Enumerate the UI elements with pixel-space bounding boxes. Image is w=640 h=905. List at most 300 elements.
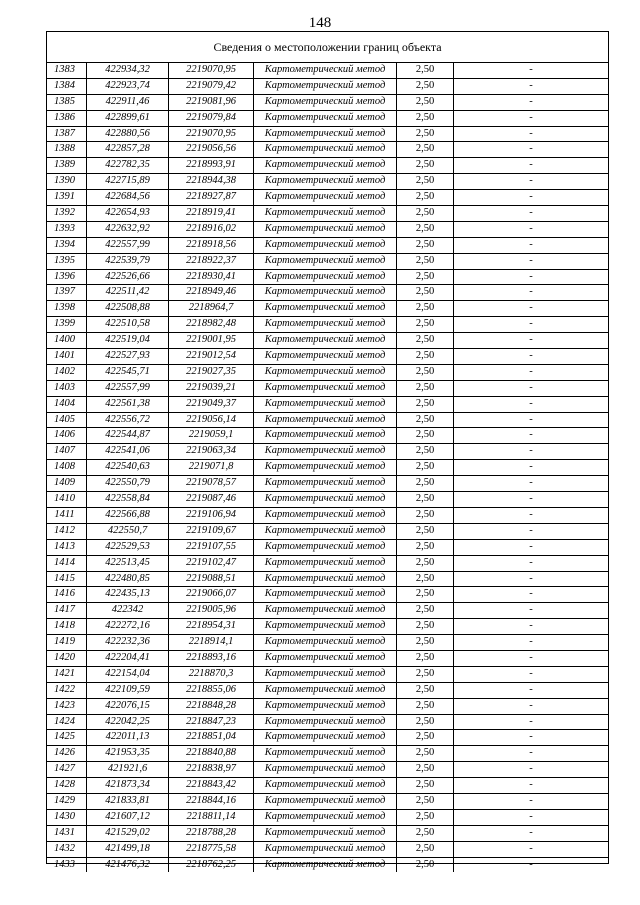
description-cell: - (453, 778, 608, 793)
method-cell: Картометрический метод (253, 413, 396, 428)
accuracy-cell: 2,50 (396, 619, 453, 634)
x-coordinate-cell: 422519,04 (86, 333, 168, 348)
accuracy-cell: 2,50 (396, 667, 453, 682)
method-cell: Картометрический метод (253, 524, 396, 539)
description-cell: - (453, 683, 608, 698)
table-row (47, 300, 608, 316)
table-row (47, 396, 608, 412)
accuracy-cell: 2,50 (396, 746, 453, 761)
description-cell: - (453, 190, 608, 205)
method-cell: Картометрический метод (253, 270, 396, 285)
description-cell: - (453, 540, 608, 555)
y-coordinate-cell: 2218762,25 (168, 858, 253, 873)
point-number-cell: 1429 (54, 794, 75, 806)
accuracy-cell: 2,50 (396, 127, 453, 142)
point-number-cell: 1391 (54, 191, 75, 203)
x-coordinate-cell: 422545,71 (86, 365, 168, 380)
accuracy-cell: 2,50 (396, 95, 453, 110)
point-number-cell: 1399 (54, 318, 75, 330)
method-cell: Картометрический метод (253, 715, 396, 730)
accuracy-cell: 2,50 (396, 206, 453, 221)
y-coordinate-cell: 2218847,23 (168, 715, 253, 730)
y-coordinate-cell: 2218949,46 (168, 285, 253, 300)
method-cell: Картометрический метод (253, 79, 396, 94)
table-row (47, 857, 608, 873)
x-coordinate-cell: 422513,45 (86, 556, 168, 571)
y-coordinate-cell: 2218840,88 (168, 746, 253, 761)
accuracy-cell: 2,50 (396, 63, 453, 78)
accuracy-cell: 2,50 (396, 301, 453, 316)
x-coordinate-cell: 422511,42 (86, 285, 168, 300)
table-row (47, 126, 608, 142)
method-cell: Картометрический метод (253, 572, 396, 587)
method-cell: Картометрический метод (253, 285, 396, 300)
point-number-cell: 1432 (54, 842, 75, 854)
y-coordinate-cell: 2219078,57 (168, 476, 253, 491)
y-coordinate-cell: 2218927,87 (168, 190, 253, 205)
accuracy-cell: 2,50 (396, 381, 453, 396)
table-row (47, 634, 608, 650)
point-number-cell: 1397 (54, 286, 75, 298)
accuracy-cell: 2,50 (396, 397, 453, 412)
y-coordinate-cell: 2218982,48 (168, 317, 253, 332)
table-row (47, 761, 608, 777)
x-coordinate-cell: 422508,88 (86, 301, 168, 316)
description-cell: - (453, 285, 608, 300)
accuracy-cell: 2,50 (396, 524, 453, 539)
y-coordinate-cell: 2218843,42 (168, 778, 253, 793)
accuracy-cell: 2,50 (396, 317, 453, 332)
description-cell: - (453, 667, 608, 682)
accuracy-cell: 2,50 (396, 270, 453, 285)
point-number-cell: 1413 (54, 540, 75, 552)
y-coordinate-cell: 2219005,96 (168, 603, 253, 618)
description-cell: - (453, 301, 608, 316)
x-coordinate-cell: 422561,38 (86, 397, 168, 412)
table-row (47, 666, 608, 682)
description-cell: - (453, 476, 608, 491)
description-cell: - (453, 508, 608, 523)
accuracy-cell: 2,50 (396, 476, 453, 491)
x-coordinate-cell: 422042,25 (86, 715, 168, 730)
table-row (47, 237, 608, 253)
x-coordinate-cell: 422899,61 (86, 111, 168, 126)
description-cell: - (453, 381, 608, 396)
y-coordinate-cell: 2219106,94 (168, 508, 253, 523)
point-number-cell: 1411 (54, 508, 75, 520)
accuracy-cell: 2,50 (396, 715, 453, 730)
table-row (47, 475, 608, 491)
description-cell: - (453, 858, 608, 873)
x-coordinate-cell: 421921,6 (86, 762, 168, 777)
y-coordinate-cell: 2219039,21 (168, 381, 253, 396)
point-number-cell: 1384 (54, 79, 75, 91)
point-number-cell: 1425 (54, 731, 75, 743)
table-row (47, 571, 608, 587)
x-coordinate-cell: 422557,99 (86, 238, 168, 253)
y-coordinate-cell: 2219059,1 (168, 428, 253, 443)
method-cell: Картометрический метод (253, 794, 396, 809)
description-cell: - (453, 174, 608, 189)
point-number-cell: 1431 (54, 826, 75, 838)
x-coordinate-cell: 422109,59 (86, 683, 168, 698)
point-number-cell: 1418 (54, 620, 75, 632)
point-number-cell: 1385 (54, 95, 75, 107)
description-cell: - (453, 826, 608, 841)
y-coordinate-cell: 2219001,95 (168, 333, 253, 348)
point-number-cell: 1430 (54, 810, 75, 822)
description-cell: - (453, 524, 608, 539)
accuracy-cell: 2,50 (396, 603, 453, 618)
method-cell: Картометрический метод (253, 111, 396, 126)
accuracy-cell: 2,50 (396, 413, 453, 428)
table-row (47, 173, 608, 189)
point-number-cell: 1424 (54, 715, 75, 727)
x-coordinate-cell: 422480,85 (86, 572, 168, 587)
x-coordinate-cell: 422911,46 (86, 95, 168, 110)
y-coordinate-cell: 2219107,55 (168, 540, 253, 555)
point-number-cell: 1390 (54, 175, 75, 187)
x-coordinate-cell: 422880,56 (86, 127, 168, 142)
x-coordinate-cell: 421476,32 (86, 858, 168, 873)
accuracy-cell: 2,50 (396, 762, 453, 777)
method-cell: Картометрический метод (253, 587, 396, 602)
description-cell: - (453, 397, 608, 412)
point-number-cell: 1417 (54, 604, 75, 616)
accuracy-cell: 2,50 (396, 699, 453, 714)
y-coordinate-cell: 2218788,28 (168, 826, 253, 841)
point-number-cell: 1392 (54, 207, 75, 219)
accuracy-cell: 2,50 (396, 826, 453, 841)
accuracy-cell: 2,50 (396, 428, 453, 443)
description-cell: - (453, 95, 608, 110)
accuracy-cell: 2,50 (396, 142, 453, 157)
description-cell: - (453, 746, 608, 761)
y-coordinate-cell: 2218919,41 (168, 206, 253, 221)
description-cell: - (453, 492, 608, 507)
accuracy-cell: 2,50 (396, 810, 453, 825)
y-coordinate-cell: 2218848,28 (168, 699, 253, 714)
method-cell: Картометрический метод (253, 158, 396, 173)
description-cell: - (453, 365, 608, 380)
point-number-cell: 1405 (54, 413, 75, 425)
accuracy-cell: 2,50 (396, 572, 453, 587)
table-row (47, 189, 608, 205)
description-cell: - (453, 63, 608, 78)
y-coordinate-cell: 2218954,31 (168, 619, 253, 634)
description-cell: - (453, 603, 608, 618)
x-coordinate-cell: 422154,04 (86, 667, 168, 682)
y-coordinate-cell: 2218916,02 (168, 222, 253, 237)
method-cell: Картометрический метод (253, 492, 396, 507)
x-coordinate-cell: 422011,13 (86, 730, 168, 745)
table-row (47, 110, 608, 126)
y-coordinate-cell: 2219049,37 (168, 397, 253, 412)
table-row (47, 809, 608, 825)
method-cell: Картометрический метод (253, 381, 396, 396)
table-row (47, 729, 608, 745)
table-row (47, 714, 608, 730)
y-coordinate-cell: 2218855,06 (168, 683, 253, 698)
y-coordinate-cell: 2219056,56 (168, 142, 253, 157)
accuracy-cell: 2,50 (396, 460, 453, 475)
accuracy-cell: 2,50 (396, 254, 453, 269)
description-cell: - (453, 810, 608, 825)
x-coordinate-cell: 422232,36 (86, 635, 168, 650)
table-row (47, 141, 608, 157)
accuracy-cell: 2,50 (396, 794, 453, 809)
point-number-cell: 1415 (54, 572, 75, 584)
x-coordinate-cell: 422435,13 (86, 587, 168, 602)
point-number-cell: 1402 (54, 365, 75, 377)
accuracy-cell: 2,50 (396, 651, 453, 666)
y-coordinate-cell: 2219012,54 (168, 349, 253, 364)
method-cell: Картометрический метод (253, 127, 396, 142)
description-cell: - (453, 794, 608, 809)
y-coordinate-cell: 2219088,51 (168, 572, 253, 587)
x-coordinate-cell: 421953,35 (86, 746, 168, 761)
method-cell: Картометрический метод (253, 428, 396, 443)
method-cell: Картометрический метод (253, 301, 396, 316)
x-coordinate-cell: 421607,12 (86, 810, 168, 825)
accuracy-cell: 2,50 (396, 158, 453, 173)
x-coordinate-cell: 422654,93 (86, 206, 168, 221)
x-coordinate-cell: 421833,81 (86, 794, 168, 809)
description-cell: - (453, 556, 608, 571)
x-coordinate-cell: 422782,35 (86, 158, 168, 173)
description-cell: - (453, 842, 608, 857)
accuracy-cell: 2,50 (396, 349, 453, 364)
table-row (47, 602, 608, 618)
method-cell: Картометрический метод (253, 206, 396, 221)
x-coordinate-cell: 421873,34 (86, 778, 168, 793)
table-row (47, 698, 608, 714)
description-cell: - (453, 317, 608, 332)
description-cell: - (453, 572, 608, 587)
point-number-cell: 1389 (54, 159, 75, 171)
y-coordinate-cell: 2218811,14 (168, 810, 253, 825)
description-cell: - (453, 619, 608, 634)
y-coordinate-cell: 2218918,56 (168, 238, 253, 253)
method-cell: Картометрический метод (253, 730, 396, 745)
x-coordinate-cell: 422550,79 (86, 476, 168, 491)
description-cell: - (453, 254, 608, 269)
accuracy-cell: 2,50 (396, 190, 453, 205)
table-row (47, 94, 608, 110)
table-row (47, 316, 608, 332)
table-row (47, 491, 608, 507)
x-coordinate-cell: 422550,7 (86, 524, 168, 539)
accuracy-cell: 2,50 (396, 556, 453, 571)
y-coordinate-cell: 2219056,14 (168, 413, 253, 428)
x-coordinate-cell: 422076,15 (86, 699, 168, 714)
accuracy-cell: 2,50 (396, 222, 453, 237)
point-number-cell: 1407 (54, 445, 75, 457)
y-coordinate-cell: 2218893,16 (168, 651, 253, 666)
method-cell: Картометрический метод (253, 444, 396, 459)
point-number-cell: 1408 (54, 461, 75, 473)
description-cell: - (453, 413, 608, 428)
description-cell: - (453, 587, 608, 602)
description-cell: - (453, 206, 608, 221)
point-number-cell: 1393 (54, 222, 75, 234)
point-number-cell: 1428 (54, 779, 75, 791)
table-body (47, 62, 608, 872)
description-cell: - (453, 762, 608, 777)
table-row (47, 427, 608, 443)
x-coordinate-cell: 422342 (86, 603, 168, 618)
point-number-cell: 1401 (54, 350, 75, 362)
table-row (47, 412, 608, 428)
description-cell: - (453, 158, 608, 173)
table-row (47, 841, 608, 857)
point-number-cell: 1396 (54, 270, 75, 282)
table-row (47, 507, 608, 523)
accuracy-cell: 2,50 (396, 492, 453, 507)
method-cell: Картометрический метод (253, 95, 396, 110)
method-cell: Картометрический метод (253, 333, 396, 348)
table-row (47, 157, 608, 173)
method-cell: Картометрический метод (253, 540, 396, 555)
method-cell: Картометрический метод (253, 508, 396, 523)
y-coordinate-cell: 2219066,07 (168, 587, 253, 602)
point-number-cell: 1387 (54, 127, 75, 139)
method-cell: Картометрический метод (253, 222, 396, 237)
method-cell: Картометрический метод (253, 651, 396, 666)
point-number-cell: 1398 (54, 302, 75, 314)
table-row (47, 364, 608, 380)
table-row (47, 650, 608, 666)
description-cell: - (453, 127, 608, 142)
table-row (47, 348, 608, 364)
x-coordinate-cell: 422684,56 (86, 190, 168, 205)
y-coordinate-cell: 2218870,3 (168, 667, 253, 682)
accuracy-cell: 2,50 (396, 111, 453, 126)
y-coordinate-cell: 2219109,67 (168, 524, 253, 539)
accuracy-cell: 2,50 (396, 842, 453, 857)
table-row (47, 459, 608, 475)
accuracy-cell: 2,50 (396, 508, 453, 523)
method-cell: Картометрический метод (253, 762, 396, 777)
method-cell: Картометрический метод (253, 349, 396, 364)
point-number-cell: 1414 (54, 556, 75, 568)
method-cell: Картометрический метод (253, 254, 396, 269)
x-coordinate-cell: 422204,41 (86, 651, 168, 666)
accuracy-cell: 2,50 (396, 333, 453, 348)
x-coordinate-cell: 422934,32 (86, 63, 168, 78)
x-coordinate-cell: 422539,79 (86, 254, 168, 269)
method-cell: Картометрический метод (253, 667, 396, 682)
point-number-cell: 1400 (54, 334, 75, 346)
table-row (47, 78, 608, 94)
accuracy-cell: 2,50 (396, 540, 453, 555)
table-row (47, 825, 608, 841)
method-cell: Картометрический метод (253, 397, 396, 412)
y-coordinate-cell: 2218914,1 (168, 635, 253, 650)
table-row (47, 221, 608, 237)
point-number-cell: 1404 (54, 397, 75, 409)
table-row (47, 777, 608, 793)
method-cell: Картометрический метод (253, 826, 396, 841)
description-cell: - (453, 79, 608, 94)
accuracy-cell: 2,50 (396, 587, 453, 602)
x-coordinate-cell: 422557,99 (86, 381, 168, 396)
y-coordinate-cell: 2218775,58 (168, 842, 253, 857)
method-cell: Картометрический метод (253, 174, 396, 189)
method-cell: Картометрический метод (253, 683, 396, 698)
accuracy-cell: 2,50 (396, 365, 453, 380)
x-coordinate-cell: 422529,53 (86, 540, 168, 555)
x-coordinate-cell: 422556,72 (86, 413, 168, 428)
point-number-cell: 1421 (54, 667, 75, 679)
x-coordinate-cell: 422566,88 (86, 508, 168, 523)
table-caption: Сведения о местоположении границ объекта (213, 40, 442, 54)
point-number-cell: 1422 (54, 683, 75, 695)
x-coordinate-cell: 422272,16 (86, 619, 168, 634)
method-cell: Картометрический метод (253, 238, 396, 253)
table-row (47, 586, 608, 602)
method-cell: Картометрический метод (253, 619, 396, 634)
description-cell: - (453, 238, 608, 253)
y-coordinate-cell: 2218851,04 (168, 730, 253, 745)
y-coordinate-cell: 2219102,47 (168, 556, 253, 571)
accuracy-cell: 2,50 (396, 238, 453, 253)
accuracy-cell: 2,50 (396, 444, 453, 459)
accuracy-cell: 2,50 (396, 778, 453, 793)
method-cell: Картометрический метод (253, 746, 396, 761)
y-coordinate-cell: 2219070,95 (168, 127, 253, 142)
accuracy-cell: 2,50 (396, 285, 453, 300)
method-cell: Картометрический метод (253, 778, 396, 793)
table-row (47, 62, 608, 78)
table-row (47, 745, 608, 761)
x-coordinate-cell: 422526,66 (86, 270, 168, 285)
x-coordinate-cell: 421499,18 (86, 842, 168, 857)
x-coordinate-cell: 422857,28 (86, 142, 168, 157)
x-coordinate-cell: 422510,58 (86, 317, 168, 332)
y-coordinate-cell: 2219027,35 (168, 365, 253, 380)
method-cell: Картометрический метод (253, 842, 396, 857)
table-row (47, 380, 608, 396)
point-number-cell: 1386 (54, 111, 75, 123)
point-number-cell: 1426 (54, 747, 75, 759)
method-cell: Картометрический метод (253, 699, 396, 714)
point-number-cell: 1406 (54, 429, 75, 441)
point-number-cell: 1395 (54, 254, 75, 266)
method-cell: Картометрический метод (253, 63, 396, 78)
description-cell: - (453, 333, 608, 348)
point-number-cell: 1394 (54, 238, 75, 250)
page-number: 148 (308, 15, 332, 31)
y-coordinate-cell: 2218838,97 (168, 762, 253, 777)
accuracy-cell: 2,50 (396, 683, 453, 698)
point-number-cell: 1383 (54, 64, 75, 75)
point-number-cell: 1403 (54, 381, 75, 393)
description-cell: - (453, 651, 608, 666)
method-cell: Картометрический метод (253, 365, 396, 380)
method-cell: Картометрический метод (253, 858, 396, 873)
method-cell: Картометрический метод (253, 142, 396, 157)
point-number-cell: 1416 (54, 588, 75, 600)
x-coordinate-cell: 422544,87 (86, 428, 168, 443)
point-number-cell: 1388 (54, 143, 75, 155)
table-row (47, 793, 608, 809)
boundary-table (46, 31, 609, 870)
y-coordinate-cell: 2218993,91 (168, 158, 253, 173)
description-cell: - (453, 428, 608, 443)
description-cell: - (453, 270, 608, 285)
description-cell: - (453, 111, 608, 126)
